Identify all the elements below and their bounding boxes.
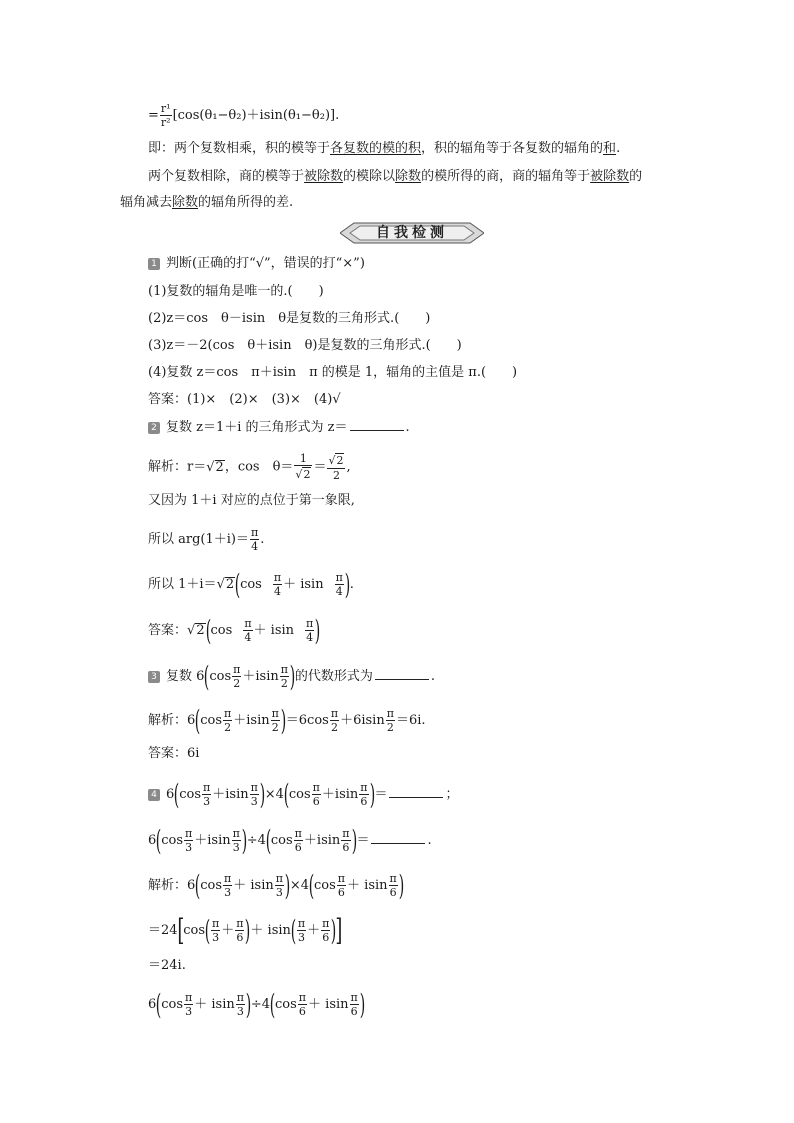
intro-formula: = $\frac{\text{r¹}}{\text{r²}}$ [cos(θ₁−θ₂)＋isin(θ₁−θ₂)]. [148, 102, 340, 129]
sqrt-2: √2 [206, 459, 224, 475]
q3-stem: 3 复数 6(cos $\frac{\pi}{2}$ ＋isin $\frac{\pi}{2}$ )的代数形式为 . [148, 664, 435, 689]
q4-solution-line4: 6(cos $\frac{\pi}{3}$ ＋ isin $\frac{\pi}{3}$ )÷4(cos $\frac{\pi}{6}$ ＋ isin $\frac{\pi}{6}$ ) [148, 987, 365, 1021]
question-number-badge: 1 [148, 258, 160, 270]
section-banner [340, 221, 484, 245]
q1-item-4: (4)复数 z＝cos π＋isin π 的模是 1，辐角的主值是 π.( ) [148, 365, 518, 380]
question-number-badge: 3 [148, 671, 160, 683]
q2-answer: 答案：√2(cos $\frac{\pi}{4}$ ＋ isin $\frac{\pi}{4}$ ) [148, 613, 321, 647]
q4-solution-line3: ＝24i. [148, 958, 186, 973]
question-number-badge: 4 [148, 789, 160, 801]
q4-stem-line2: 6(cos $\frac{\pi}{3}$ ＋isin $\frac{\pi}{3}$ )÷4(cos $\frac{\pi}{6}$ ＋isin $\frac{\pi}{6}$ )＝ . [148, 823, 432, 857]
q1-item-1: (1)复数的辐角是唯一的.( ) [148, 284, 324, 299]
q2-solution-line4: 所以 1＋i＝√2(cos $\frac{\pi}{4}$ ＋ isin $\frac{\pi}{4}$ ). [148, 567, 354, 601]
q1-answer: 答案：(1)× (2)× (3)× (4)√ [148, 392, 341, 407]
q1-item-3: (3)z＝－2(cos θ＋isin θ)是复数的三角形式.( ) [148, 338, 462, 353]
fraction-r1-r2: $\frac{\text{r¹}}{\text{r²}}$ [160, 102, 171, 129]
answer-blank[interactable] [389, 785, 443, 798]
q2-solution-line1: 解析：r＝√2，cos θ＝ $\frac{1}{√2}$ ＝ $\frac{√2}{2}$ , [148, 452, 351, 482]
question-number-badge: 2 [148, 422, 160, 434]
intro-line-quotient-cont: 辐角减去除数的辐角所得的差. [120, 195, 294, 210]
q4-solution-line1: 解析：6(cos $\frac{\pi}{3}$ ＋ isin $\frac{\pi}{3}$ )×4(cos $\frac{\pi}{6}$ ＋ isin $\frac{\pi}{6}$ ) [148, 868, 404, 902]
answer-blank[interactable] [371, 831, 425, 844]
q1-item-2: (2)z＝cos θ－isin θ是复数的三角形式.( ) [148, 311, 431, 326]
q2-solution-line2: 又因为 1＋i 对应的点位于第一象限, [148, 493, 355, 508]
q2-stem: 2 复数 z＝1＋i 的三角形式为 z＝ . [148, 418, 410, 437]
q4-solution-line2: ＝24[cos( $\frac{\pi}{3}$ ＋ $\frac{\pi}{6}$ )＋ isin( $\frac{\pi}{3}$ ＋ $\frac{\pi}{6}$ )] [148, 912, 343, 948]
intro-line-product: 即：两个复数相乘，积的模等于各复数的模的积，积的辐角等于各复数的辐角的和. [148, 141, 621, 156]
q3-answer: 答案：6i [148, 746, 200, 761]
q4-stem-line1: 4 6(cos $\frac{\pi}{3}$ ＋isin $\frac{\pi}{3}$ )×4(cos $\frac{\pi}{6}$ ＋isin $\frac{\pi}{6}$ )＝ ； [148, 782, 458, 807]
q1-title: 1 判断(正确的打“√”，错误的打“×”) [148, 255, 365, 273]
q3-solution: 解析：6(cos $\frac{\pi}{2}$ ＋isin $\frac{\pi}{2}$ )＝6cos $\frac{\pi}{2}$ ＋6isin $\frac{\pi}{2}$ ＝6i. [148, 703, 426, 737]
answer-blank[interactable] [350, 418, 404, 431]
answer-blank[interactable] [375, 667, 429, 680]
q2-solution-line3: 所以 arg(1＋i)＝ $\frac{\pi}{4}$ . [148, 526, 265, 553]
section-title: 自我检测 [376, 225, 448, 241]
intro-line-quotient: 两个复数相除，商的模等于被除数的模除以除数的模所得的商，商的辐角等于被除数的 [148, 169, 643, 184]
